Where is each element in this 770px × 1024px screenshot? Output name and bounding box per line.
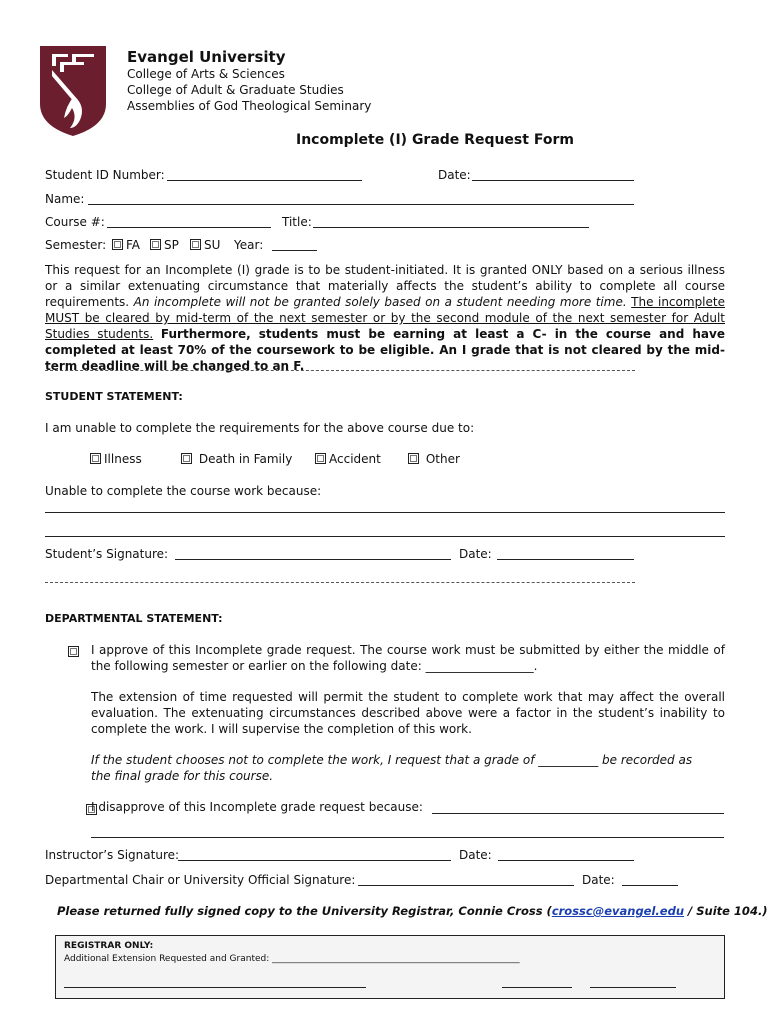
date-field[interactable] [472,180,634,181]
registrar-line-1[interactable] [64,987,366,988]
chair-signature-field[interactable] [358,885,574,886]
instructor-signature-label: Instructor’s Signature: [45,848,180,862]
divider-2 [45,582,635,583]
form-title: Incomplete (I) Grade Request Form [296,132,574,148]
grade-text-b: the final grade for this course. [91,769,274,783]
disapprove-line-1[interactable] [432,813,724,814]
instructor-date-label: Date: [459,848,492,862]
college-adult: College of Adult & Graduate Studies [127,83,344,97]
registrar-email-link[interactable]: crossc@evangel.edu [551,904,685,918]
extension-text: The extension of time requested will permit the student to complete work that may affect the overall evaluation. The extenuating circumstances described above were a factor in the student’s inability to complete the work. I will supervise the completion of this work. [91,690,725,736]
checkbox-other-icon[interactable] [408,453,419,464]
name-field[interactable] [88,204,634,205]
year-field[interactable] [272,250,317,251]
student-id-field[interactable] [167,180,362,181]
course-label: Course #: [45,215,105,229]
reason-accident[interactable]: Accident [315,452,381,467]
departmental-statement-heading: DEPARTMENTAL STATEMENT: [45,612,223,625]
title-field[interactable] [313,227,589,228]
checkbox-accident-icon[interactable] [315,453,326,464]
checkbox-sp-icon[interactable] [150,239,161,250]
disapprove-line-2[interactable] [91,837,724,838]
semester-label: Semester: [45,238,107,252]
checkbox-illness-icon[interactable] [90,453,101,464]
approve-text: I approve of this Incomplete grade request. The course work must be submitted by either the middle of the following semester or earlier on the following date: __________________. [91,643,725,673]
student-statement-heading: STUDENT STATEMENT: [45,390,183,403]
college-arts: College of Arts & Sciences [127,67,285,81]
college-seminary: Assemblies of God Theological Seminary [127,99,372,113]
reason-line-1[interactable] [45,512,725,513]
student-signature-field[interactable] [175,559,451,560]
unable-label: Unable to complete the course work because: [45,484,322,498]
disapprove-text: I disapprove of this Incomplete grade request because: [91,800,423,814]
student-statement-prompt: I am unable to complete the requirements for the above course due to: [45,421,475,435]
reason-death-in-family[interactable]: Death in Family [181,452,292,467]
course-field[interactable] [107,227,271,228]
checkbox-death-icon[interactable] [181,453,192,464]
registrar-line-2[interactable] [502,987,572,988]
student-date-label: Date: [459,547,492,561]
registrar-heading: REGISTRAR ONLY: [64,941,154,951]
reason-line-2[interactable] [45,536,725,537]
semester-su[interactable]: SU [190,238,220,253]
reason-other[interactable]: Other [408,452,460,467]
semester-sp[interactable]: SP [150,238,179,253]
return-instructions: Please returned fully signed copy to the University Registrar, Connie Cross (crossc@evangel.edu / Suite 104.) [57,904,768,918]
date-label: Date: [438,168,471,182]
chair-date-label: Date: [582,873,615,887]
intro-paragraph: This request for an Incomplete (I) grade is to be student-initiated. It is granted ONLY based on a serious illness or a similar extenuating circumstance that materially affects the student’s ability to complete all course requirements. An incomplete will not be granted solely based on a student needing more time. The incomplete MUST be cleared by mid-term of the next semester or by the second module of the next semester for Adult Studies students. Furthermore, students must be earning at least a C- in the course and have completed at least 70% of the coursework to be eligible. An I grade that is not cleared by the mid-term deadline will be changed to an F. [45,263,725,373]
university-logo [38,44,108,138]
checkbox-fa-icon[interactable] [112,239,123,250]
student-id-label: Student ID Number: [45,168,165,182]
grade-text-a: If the student chooses not to complete the work, I request that a grade of __________ be recorded as [91,753,693,767]
registrar-extension-label: Additional Extension Requested and Granted: _______________________________________________________ [64,954,520,964]
reason-illness[interactable]: Illness [90,452,142,467]
student-signature-label: Student’s Signature: [45,547,169,561]
chair-date-field[interactable] [622,885,678,886]
chair-signature-label: Departmental Chair or University Official Signature: [45,873,356,887]
university-name: Evangel University [127,48,286,66]
name-label: Name: [45,192,85,206]
instructor-signature-field[interactable] [178,860,451,861]
checkbox-approve-icon[interactable] [68,646,79,657]
instructor-date-field[interactable] [498,860,634,861]
title-label: Title: [282,215,312,229]
divider-1 [45,370,635,371]
registrar-box [55,935,725,999]
semester-fa[interactable]: FA [112,238,140,253]
checkbox-su-icon[interactable] [190,239,201,250]
student-date-field[interactable] [497,559,634,560]
registrar-line-3[interactable] [590,987,676,988]
year-label: Year: [234,238,264,252]
